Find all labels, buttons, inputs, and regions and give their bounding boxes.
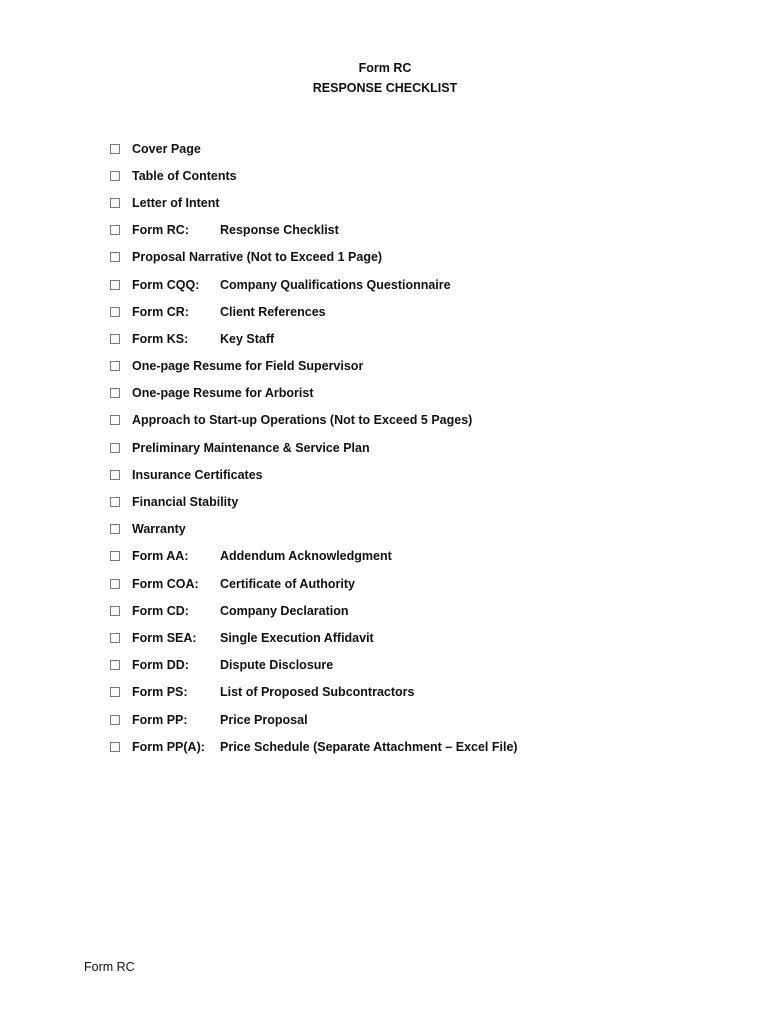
item-label: One-page Resume for Field Supervisor — [132, 359, 364, 374]
checkbox[interactable] — [110, 280, 120, 290]
item-label: Client References — [220, 304, 326, 319]
item-label: Financial Stability — [132, 495, 239, 510]
document-header — [0, 58, 770, 98]
checkbox[interactable] — [110, 334, 120, 344]
checkbox[interactable] — [110, 415, 120, 425]
checklist-item — [110, 652, 518, 679]
item-label: Price Schedule (Separate Attachment – Excel File) — [220, 739, 518, 754]
item-label: Response Checklist — [220, 223, 339, 238]
item-code: Form KS: — [132, 331, 189, 346]
checkbox[interactable] — [110, 687, 120, 697]
item-label: Preliminary Maintenance & Service Plan — [132, 440, 370, 455]
item-code: Form RC: — [132, 223, 189, 238]
item-label: List of Proposed Subcontractors — [220, 685, 415, 700]
checklist-item — [110, 189, 518, 216]
checkbox[interactable] — [110, 715, 120, 725]
item-code: Form COA: — [132, 576, 199, 591]
item-label: Addendum Acknowledgment — [220, 549, 392, 564]
item-code: Form PS: — [132, 685, 188, 700]
checklist-item — [110, 543, 518, 570]
item-label: Cover Page — [132, 141, 201, 156]
item-code: Form CD: — [132, 603, 189, 618]
item-label: Certificate of Authority — [220, 576, 355, 591]
item-label: Company Qualifications Questionnaire — [220, 277, 451, 292]
checkbox[interactable] — [110, 551, 120, 561]
checkbox[interactable] — [110, 633, 120, 643]
form-title: Form RC — [358, 61, 412, 75]
checkbox[interactable] — [110, 307, 120, 317]
checklist-item — [110, 624, 518, 651]
form-subtitle: RESPONSE CHECKLIST — [312, 81, 458, 95]
checklist-item — [110, 407, 518, 434]
checkbox[interactable] — [110, 443, 120, 453]
response-checklist — [110, 135, 518, 760]
page-footer: Form RC — [84, 960, 135, 974]
item-label: Letter of Intent — [132, 195, 220, 210]
item-label: Dispute Disclosure — [220, 658, 334, 673]
checkbox[interactable] — [110, 388, 120, 398]
item-code: Form AA: — [132, 549, 189, 564]
checkbox[interactable] — [110, 606, 120, 616]
checklist-item — [110, 380, 518, 407]
item-code: Form PP(A): — [132, 739, 205, 754]
checklist-item — [110, 461, 518, 488]
checklist-item — [110, 162, 518, 189]
checkbox[interactable] — [110, 198, 120, 208]
item-label: Table of Contents — [132, 168, 237, 183]
item-label: Approach to Start-up Operations (Not to Exceed 5 Pages) — [132, 413, 473, 428]
checklist-item — [110, 244, 518, 271]
item-code: Form DD: — [132, 658, 189, 673]
checklist-item — [110, 298, 518, 325]
item-code: Form PP: — [132, 712, 188, 727]
checklist-item — [110, 516, 518, 543]
checkbox[interactable] — [110, 171, 120, 181]
checklist-item — [110, 325, 518, 352]
item-code: Form CQQ: — [132, 277, 200, 292]
checkbox[interactable] — [110, 252, 120, 262]
item-label: Insurance Certificates — [132, 467, 263, 482]
item-label: Price Proposal — [220, 712, 308, 727]
checklist-item — [110, 679, 518, 706]
checklist-item — [110, 353, 518, 380]
item-label: Single Execution Affidavit — [220, 630, 374, 645]
item-label: Company Declaration — [220, 603, 349, 618]
checkbox[interactable] — [110, 579, 120, 589]
checklist-item — [110, 570, 518, 597]
checklist-item — [110, 434, 518, 461]
item-label: Warranty — [132, 522, 186, 537]
checkbox[interactable] — [110, 742, 120, 752]
checklist-item — [110, 733, 518, 760]
checklist-item — [110, 217, 518, 244]
checkbox[interactable] — [110, 470, 120, 480]
item-label: One-page Resume for Arborist — [132, 386, 314, 401]
checkbox[interactable] — [110, 361, 120, 371]
checklist-item — [110, 488, 518, 515]
item-code: Form SEA: — [132, 630, 197, 645]
checkbox[interactable] — [110, 497, 120, 507]
item-label: Proposal Narrative (Not to Exceed 1 Page) — [132, 250, 383, 265]
checkbox[interactable] — [110, 524, 120, 534]
checkbox[interactable] — [110, 225, 120, 235]
checklist-item — [110, 271, 518, 298]
checklist-item — [110, 706, 518, 733]
checkbox[interactable] — [110, 144, 120, 154]
checkbox[interactable] — [110, 660, 120, 670]
checklist-item — [110, 597, 518, 624]
item-label: Key Staff — [220, 331, 275, 346]
checklist-item — [110, 135, 518, 162]
item-code: Form CR: — [132, 304, 189, 319]
